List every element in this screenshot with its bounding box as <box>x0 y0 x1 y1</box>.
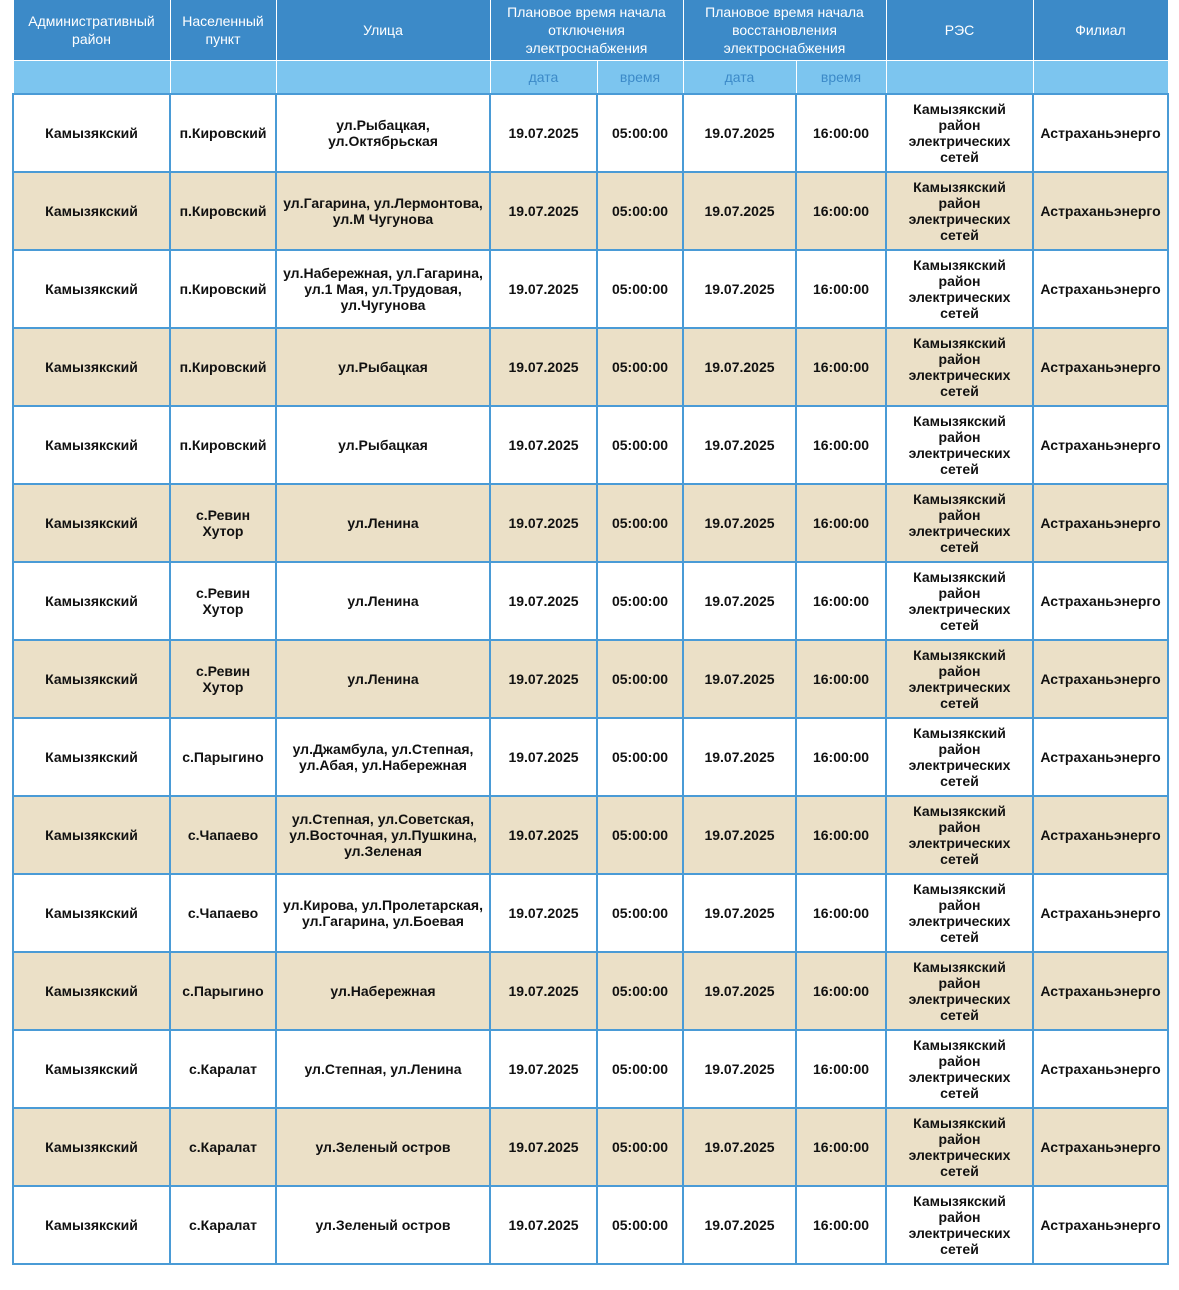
cell-restore-time: 16:00:00 <box>796 952 886 1030</box>
outage-schedule-table <box>12 0 1169 1265</box>
cell-locality: с.Чапаево <box>170 796 276 874</box>
cell-outage-date: 19.07.2025 <box>490 172 597 250</box>
subheader-empty <box>886 61 1033 95</box>
cell-outage-date: 19.07.2025 <box>490 1030 597 1108</box>
cell-branch: Астраханьэнерго <box>1033 1030 1168 1108</box>
cell-street: ул.Зеленый остров <box>276 1186 490 1264</box>
cell-res: Камызякский район электрических сетей <box>886 562 1033 640</box>
cell-street: ул.Ленина <box>276 562 490 640</box>
subheader-empty <box>276 61 490 95</box>
cell-branch: Астраханьэнерго <box>1033 1186 1168 1264</box>
subheader-restore-time: время <box>796 61 886 95</box>
cell-res: Камызякский район электрических сетей <box>886 1186 1033 1264</box>
cell-outage-time: 05:00:00 <box>597 718 683 796</box>
cell-res: Камызякский район электрических сетей <box>886 328 1033 406</box>
cell-restore-time: 16:00:00 <box>796 1186 886 1264</box>
cell-res: Камызякский район электрических сетей <box>886 94 1033 172</box>
cell-locality: п.Кировский <box>170 250 276 328</box>
cell-restore-date: 19.07.2025 <box>683 328 796 406</box>
cell-restore-date: 19.07.2025 <box>683 172 796 250</box>
cell-outage-date: 19.07.2025 <box>490 640 597 718</box>
cell-branch: Астраханьэнерго <box>1033 406 1168 484</box>
cell-outage-date: 19.07.2025 <box>490 406 597 484</box>
cell-restore-time: 16:00:00 <box>796 250 886 328</box>
cell-locality: с.Каралат <box>170 1186 276 1264</box>
table-row <box>13 94 1168 172</box>
cell-district: Камызякский <box>13 1108 170 1186</box>
cell-street: ул.Зеленый остров <box>276 1108 490 1186</box>
cell-district: Камызякский <box>13 484 170 562</box>
cell-outage-date: 19.07.2025 <box>490 874 597 952</box>
table-row <box>13 250 1168 328</box>
cell-district: Камызякский <box>13 952 170 1030</box>
cell-restore-date: 19.07.2025 <box>683 796 796 874</box>
cell-branch: Астраханьэнерго <box>1033 640 1168 718</box>
cell-outage-time: 05:00:00 <box>597 796 683 874</box>
subheader-restore-date: дата <box>683 61 796 95</box>
cell-outage-date: 19.07.2025 <box>490 484 597 562</box>
cell-restore-time: 16:00:00 <box>796 1030 886 1108</box>
cell-outage-time: 05:00:00 <box>597 406 683 484</box>
cell-locality: п.Кировский <box>170 172 276 250</box>
cell-res: Камызякский район электрических сетей <box>886 718 1033 796</box>
cell-locality: с.Чапаево <box>170 874 276 952</box>
cell-restore-time: 16:00:00 <box>796 172 886 250</box>
cell-restore-time: 16:00:00 <box>796 406 886 484</box>
cell-restore-date: 19.07.2025 <box>683 406 796 484</box>
table-row <box>13 796 1168 874</box>
cell-district: Камызякский <box>13 1030 170 1108</box>
outage-table-container <box>12 0 1167 1265</box>
cell-res: Камызякский район электрических сетей <box>886 1108 1033 1186</box>
cell-locality: п.Кировский <box>170 406 276 484</box>
cell-outage-date: 19.07.2025 <box>490 718 597 796</box>
cell-outage-time: 05:00:00 <box>597 1108 683 1186</box>
cell-branch: Астраханьэнерго <box>1033 484 1168 562</box>
cell-locality: с.Каралат <box>170 1108 276 1186</box>
cell-street: ул.Степная, ул.Ленина <box>276 1030 490 1108</box>
subheader-empty <box>170 61 276 95</box>
cell-branch: Астраханьэнерго <box>1033 94 1168 172</box>
cell-branch: Астраханьэнерго <box>1033 172 1168 250</box>
cell-outage-date: 19.07.2025 <box>490 1108 597 1186</box>
header-branch: Филиал <box>1033 0 1168 61</box>
cell-restore-time: 16:00:00 <box>796 1108 886 1186</box>
cell-branch: Астраханьэнерго <box>1033 874 1168 952</box>
subheader-empty <box>1033 61 1168 95</box>
cell-district: Камызякский <box>13 250 170 328</box>
cell-outage-date: 19.07.2025 <box>490 328 597 406</box>
cell-res: Камызякский район электрических сетей <box>886 406 1033 484</box>
cell-locality: с.Каралат <box>170 1030 276 1108</box>
cell-district: Камызякский <box>13 406 170 484</box>
cell-outage-date: 19.07.2025 <box>490 952 597 1030</box>
table-row <box>13 484 1168 562</box>
cell-res: Камызякский район электрических сетей <box>886 640 1033 718</box>
cell-street: ул.Степная, ул.Советская, ул.Восточная, ул.Пушкина, ул.Зеленая <box>276 796 490 874</box>
cell-res: Камызякский район электрических сетей <box>886 952 1033 1030</box>
cell-restore-time: 16:00:00 <box>796 484 886 562</box>
cell-restore-time: 16:00:00 <box>796 796 886 874</box>
cell-street: ул.Ленина <box>276 484 490 562</box>
table-row <box>13 172 1168 250</box>
cell-restore-date: 19.07.2025 <box>683 94 796 172</box>
cell-outage-time: 05:00:00 <box>597 328 683 406</box>
cell-locality: с.Ревин Хутор <box>170 484 276 562</box>
cell-street: ул.Джамбула, ул.Степная, ул.Абая, ул.Набережная <box>276 718 490 796</box>
cell-outage-time: 05:00:00 <box>597 640 683 718</box>
cell-restore-time: 16:00:00 <box>796 640 886 718</box>
cell-district: Камызякский <box>13 94 170 172</box>
cell-outage-date: 19.07.2025 <box>490 1186 597 1264</box>
cell-street: ул.Рыбацкая <box>276 406 490 484</box>
cell-outage-time: 05:00:00 <box>597 952 683 1030</box>
table-row <box>13 1108 1168 1186</box>
cell-restore-time: 16:00:00 <box>796 562 886 640</box>
cell-locality: с.Парыгино <box>170 718 276 796</box>
table-row <box>13 1186 1168 1264</box>
cell-street: ул.Рыбацкая, ул.Октябрьская <box>276 94 490 172</box>
table-row <box>13 952 1168 1030</box>
cell-res: Камызякский район электрических сетей <box>886 484 1033 562</box>
cell-outage-time: 05:00:00 <box>597 250 683 328</box>
cell-district: Камызякский <box>13 172 170 250</box>
cell-restore-date: 19.07.2025 <box>683 562 796 640</box>
cell-restore-date: 19.07.2025 <box>683 1108 796 1186</box>
cell-res: Камызякский район электрических сетей <box>886 250 1033 328</box>
cell-street: ул.Рыбацкая <box>276 328 490 406</box>
cell-restore-date: 19.07.2025 <box>683 640 796 718</box>
cell-district: Камызякский <box>13 874 170 952</box>
cell-street: ул.Кирова, ул.Пролетарская, ул.Гагарина, ул.Боевая <box>276 874 490 952</box>
header-locality: Населенный пункт <box>170 0 276 61</box>
cell-street: ул.Набережная, ул.Гагарина, ул.1 Мая, ул.Трудовая, ул.Чугунова <box>276 250 490 328</box>
cell-branch: Астраханьэнерго <box>1033 1108 1168 1186</box>
cell-outage-date: 19.07.2025 <box>490 250 597 328</box>
cell-res: Камызякский район электрических сетей <box>886 796 1033 874</box>
cell-outage-date: 19.07.2025 <box>490 94 597 172</box>
subheader-outage-time: время <box>597 61 683 95</box>
cell-outage-time: 05:00:00 <box>597 172 683 250</box>
cell-restore-date: 19.07.2025 <box>683 718 796 796</box>
table-row <box>13 718 1168 796</box>
cell-district: Камызякский <box>13 1186 170 1264</box>
cell-outage-time: 05:00:00 <box>597 94 683 172</box>
cell-outage-time: 05:00:00 <box>597 874 683 952</box>
cell-locality: п.Кировский <box>170 94 276 172</box>
table-row <box>13 406 1168 484</box>
cell-branch: Астраханьэнерго <box>1033 952 1168 1030</box>
cell-district: Камызякский <box>13 640 170 718</box>
subheader-outage-date: дата <box>490 61 597 95</box>
cell-restore-date: 19.07.2025 <box>683 1030 796 1108</box>
cell-locality: с.Ревин Хутор <box>170 562 276 640</box>
cell-district: Камызякский <box>13 328 170 406</box>
cell-district: Камызякский <box>13 796 170 874</box>
cell-district: Камызякский <box>13 562 170 640</box>
cell-outage-time: 05:00:00 <box>597 1186 683 1264</box>
cell-branch: Астраханьэнерго <box>1033 562 1168 640</box>
table-row <box>13 562 1168 640</box>
table-row <box>13 1030 1168 1108</box>
cell-restore-date: 19.07.2025 <box>683 874 796 952</box>
cell-locality: с.Ревин Хутор <box>170 640 276 718</box>
cell-outage-time: 05:00:00 <box>597 562 683 640</box>
cell-outage-time: 05:00:00 <box>597 1030 683 1108</box>
cell-branch: Астраханьэнерго <box>1033 250 1168 328</box>
header-outage-start: Плановое время начала отключения электроснабжения <box>490 0 683 61</box>
table-body <box>13 94 1168 1264</box>
cell-branch: Астраханьэнерго <box>1033 328 1168 406</box>
cell-branch: Астраханьэнерго <box>1033 796 1168 874</box>
cell-res: Камызякский район электрических сетей <box>886 1030 1033 1108</box>
cell-restore-date: 19.07.2025 <box>683 952 796 1030</box>
table-row <box>13 874 1168 952</box>
cell-outage-date: 19.07.2025 <box>490 796 597 874</box>
cell-street: ул.Ленина <box>276 640 490 718</box>
cell-street: ул.Набережная <box>276 952 490 1030</box>
header-district: Административный район <box>13 0 170 61</box>
cell-restore-date: 19.07.2025 <box>683 250 796 328</box>
cell-restore-date: 19.07.2025 <box>683 1186 796 1264</box>
cell-branch: Астраханьэнерго <box>1033 718 1168 796</box>
cell-outage-date: 19.07.2025 <box>490 562 597 640</box>
cell-restore-date: 19.07.2025 <box>683 484 796 562</box>
table-row <box>13 328 1168 406</box>
header-street: Улица <box>276 0 490 61</box>
cell-restore-time: 16:00:00 <box>796 874 886 952</box>
header-restore-start: Плановое время начала восстановления электроснабжения <box>683 0 886 61</box>
cell-restore-time: 16:00:00 <box>796 718 886 796</box>
cell-locality: с.Парыгино <box>170 952 276 1030</box>
subheader-empty <box>13 61 170 95</box>
cell-locality: п.Кировский <box>170 328 276 406</box>
cell-street: ул.Гагарина, ул.Лермонтова, ул.М Чугунова <box>276 172 490 250</box>
cell-res: Камызякский район электрических сетей <box>886 172 1033 250</box>
table-header <box>13 0 1168 94</box>
header-res: РЭС <box>886 0 1033 61</box>
cell-outage-time: 05:00:00 <box>597 484 683 562</box>
cell-res: Камызякский район электрических сетей <box>886 874 1033 952</box>
cell-district: Камызякский <box>13 718 170 796</box>
table-row <box>13 640 1168 718</box>
cell-restore-time: 16:00:00 <box>796 328 886 406</box>
cell-restore-time: 16:00:00 <box>796 94 886 172</box>
